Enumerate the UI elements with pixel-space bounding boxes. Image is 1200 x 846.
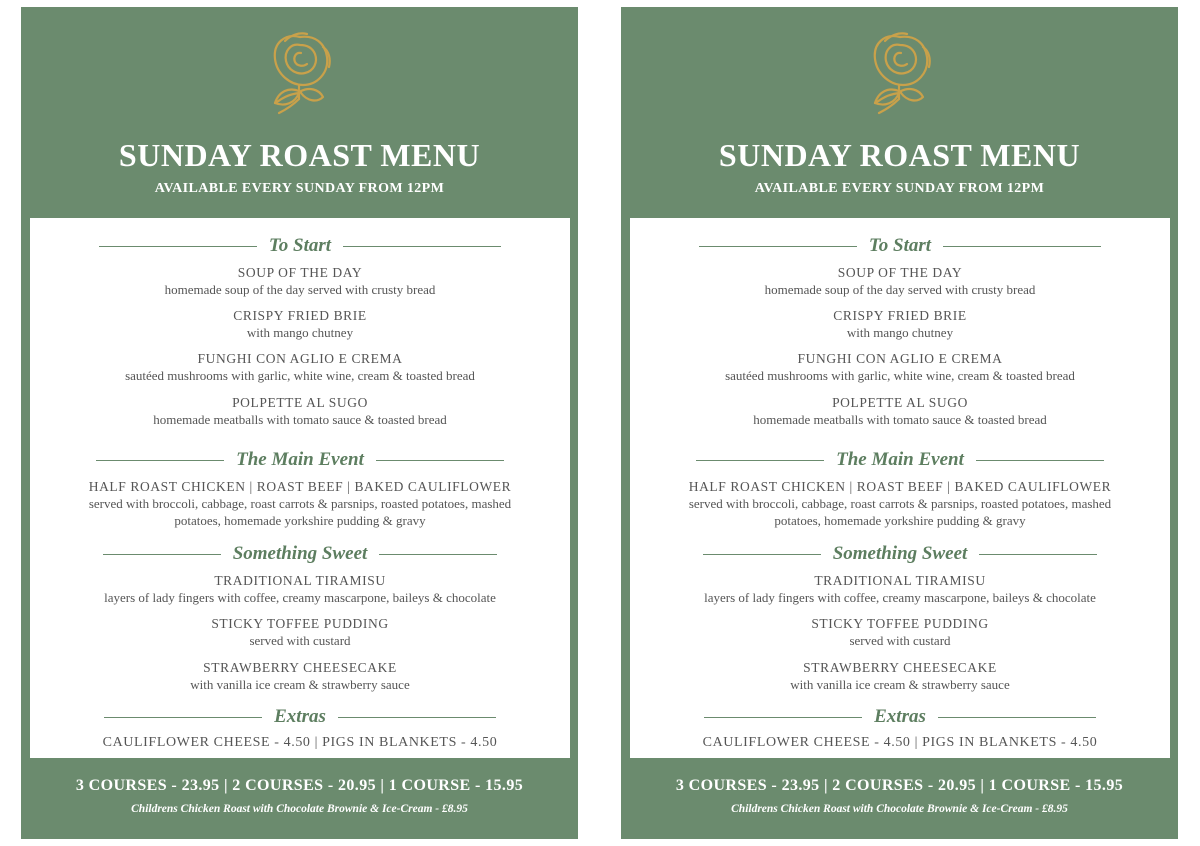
item-desc: sautéed mushrooms with garlic, white wine, cream & toasted bread — [125, 368, 475, 383]
section-heading-main: The Main Event — [30, 448, 570, 472]
section-heading-start: To Start — [630, 234, 1170, 258]
divider — [103, 554, 221, 555]
item-desc: with mango chutney — [246, 325, 354, 340]
divider — [938, 717, 1096, 718]
menu-item — [630, 307, 1170, 341]
item-name: STRAWBERRY CHEESECAKE — [203, 660, 397, 675]
item-desc: homemade meatballs with tomato sauce & toasted bread — [153, 412, 447, 427]
menu-item — [630, 350, 1170, 384]
item-name: STICKY TOFFEE PUDDING — [211, 616, 389, 631]
item-name: CRISPY FRIED BRIE — [233, 308, 367, 323]
item-desc: with mango chutney — [846, 325, 954, 340]
menu-panel — [630, 218, 1170, 758]
item-desc: homemade meatballs with tomato sauce & toasted bread — [753, 412, 1047, 427]
divider — [704, 717, 862, 718]
divider — [703, 554, 821, 555]
divider — [99, 246, 257, 247]
course-prices: 3 COURSES - 23.95 | 2 COURSES - 20.95 | 1 COURSE - 15.95 — [75, 777, 524, 794]
item-name: TRADITIONAL TIRAMISU — [214, 573, 386, 588]
divider — [343, 246, 501, 247]
menu-item — [630, 615, 1170, 649]
divider — [338, 717, 496, 718]
item-desc: served with broccoli, cabbage, roast carrots & parsnips, roasted potatoes, mashed — [88, 496, 512, 511]
menu-item — [30, 350, 570, 384]
divider — [104, 717, 262, 718]
section-heading-start: To Start — [30, 234, 570, 258]
menu-item — [30, 307, 570, 341]
menu-card-left — [21, 7, 578, 839]
item-name: CAULIFLOWER CHEESE - 4.50 | PIGS IN BLANKETS - 4.50 — [102, 735, 498, 750]
menu-item — [30, 659, 570, 693]
item-desc: served with custard — [849, 633, 951, 648]
item-name: POLPETTE AL SUGO — [232, 395, 368, 410]
item-desc: potatoes, homemade yorkshire pudding & gravy — [174, 513, 426, 528]
item-name: STICKY TOFFEE PUDDING — [811, 616, 989, 631]
divider — [379, 554, 497, 555]
item-name: HALF ROAST CHICKEN | ROAST BEEF | BAKED CAULIFLOWER — [88, 479, 512, 494]
item-desc: with vanilla ice cream & strawberry sauce — [190, 677, 410, 692]
menu-title: SUNDAY ROAST MENU — [118, 137, 481, 173]
menu-item — [30, 478, 570, 529]
menu-item — [30, 615, 570, 649]
item-name: FUNGHI CON AGLIO E CREMA — [197, 351, 403, 366]
section-heading-extras: Extras — [30, 705, 570, 729]
section-heading-sweet: Something Sweet — [630, 542, 1170, 566]
divider — [96, 460, 224, 461]
divider — [376, 460, 504, 461]
item-desc: sautéed mushrooms with garlic, white wine, cream & toasted bread — [725, 368, 1075, 383]
item-desc: homemade soup of the day served with crusty bread — [764, 282, 1036, 297]
menu-item — [630, 478, 1170, 529]
menu-item — [630, 394, 1170, 428]
menu-subtitle: AVAILABLE EVERY SUNDAY FROM 12PM — [154, 181, 445, 196]
item-desc: served with broccoli, cabbage, roast carrots & parsnips, roasted potatoes, mashed — [688, 496, 1112, 511]
item-name: FUNGHI CON AGLIO E CREMA — [797, 351, 1003, 366]
menu-item — [630, 659, 1170, 693]
item-desc: served with custard — [249, 633, 351, 648]
rose-icon — [863, 29, 937, 123]
section-heading-main: The Main Event — [630, 448, 1170, 472]
item-name: SOUP OF THE DAY — [237, 265, 363, 280]
item-name: CRISPY FRIED BRIE — [833, 308, 967, 323]
menu-item — [30, 734, 570, 751]
divider — [943, 246, 1101, 247]
item-name: CAULIFLOWER CHEESE - 4.50 | PIGS IN BLANKETS - 4.50 — [702, 735, 1098, 750]
divider — [976, 460, 1104, 461]
menu-subtitle: AVAILABLE EVERY SUNDAY FROM 12PM — [754, 181, 1045, 196]
rose-icon — [263, 29, 337, 123]
section-heading-extras: Extras — [630, 705, 1170, 729]
menu-item — [30, 394, 570, 428]
menu-item — [30, 572, 570, 606]
item-desc: layers of lady fingers with coffee, creamy mascarpone, baileys & chocolate — [704, 590, 1096, 605]
menu-item — [630, 734, 1170, 751]
item-name: POLPETTE AL SUGO — [832, 395, 968, 410]
menu-panel — [30, 218, 570, 758]
section-heading-sweet: Something Sweet — [30, 542, 570, 566]
menu-title: SUNDAY ROAST MENU — [718, 137, 1081, 173]
item-name: HALF ROAST CHICKEN | ROAST BEEF | BAKED CAULIFLOWER — [688, 479, 1112, 494]
divider — [696, 460, 824, 461]
item-name: STRAWBERRY CHEESECAKE — [803, 660, 997, 675]
menu-item — [30, 264, 570, 298]
menu-card-right — [621, 7, 1178, 839]
item-name: TRADITIONAL TIRAMISU — [814, 573, 986, 588]
kids-offer: Childrens Chicken Roast with Chocolate Brownie & Ice-Cream - £8.95 — [731, 803, 1068, 815]
divider — [699, 246, 857, 247]
menu-item — [630, 264, 1170, 298]
item-desc: with vanilla ice cream & strawberry sauce — [790, 677, 1010, 692]
item-desc: potatoes, homemade yorkshire pudding & gravy — [774, 513, 1026, 528]
course-prices: 3 COURSES - 23.95 | 2 COURSES - 20.95 | 1 COURSE - 15.95 — [675, 777, 1124, 794]
item-desc: homemade soup of the day served with crusty bread — [164, 282, 436, 297]
divider — [979, 554, 1097, 555]
item-name: SOUP OF THE DAY — [837, 265, 963, 280]
menu-item — [630, 572, 1170, 606]
item-desc: layers of lady fingers with coffee, creamy mascarpone, baileys & chocolate — [104, 590, 496, 605]
kids-offer: Childrens Chicken Roast with Chocolate Brownie & Ice-Cream - £8.95 — [131, 803, 468, 815]
